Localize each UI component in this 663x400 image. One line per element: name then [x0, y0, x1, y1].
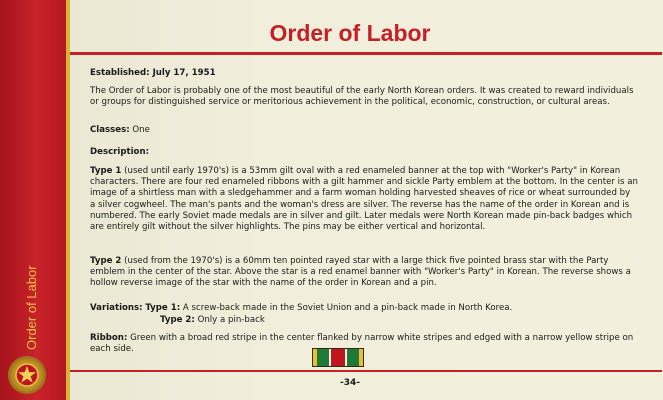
sidebar-title: Order of Labor	[24, 265, 39, 350]
classes-label: Classes:	[90, 125, 130, 135]
ribbon-label: Ribbon:	[90, 333, 128, 343]
variations-type2-text: Only a pin-back	[197, 315, 265, 325]
ribbon-stripe-green-left	[317, 349, 329, 366]
type1-label: Type 1	[90, 166, 122, 176]
type1-paragraph	[90, 166, 638, 233]
type2-paragraph	[90, 256, 638, 290]
ribbon-text: Green with a broad red stripe in the center flanked by narrow white stripes and edged with a narrow yellow stripe on each side.	[90, 333, 634, 355]
intro-paragraph: The Order of Labor is probably one of the most beautiful of the early North Korean orders. It was created to reward individuals or groups for distinguished service or meritorious achievement in the political, economic, construction, or cultural areas.	[90, 86, 634, 108]
ribbon-swatch	[312, 348, 364, 367]
page-title: Order of Labor	[269, 20, 431, 46]
star-medal-icon	[10, 358, 44, 392]
type2-text: (used from the 1970's) is a 60mm ten pointed rayed star with a large thick five pointed brass star with the Party emblem in the center of the star. Above the star is a red enamel banner with "Worker's Party" in Korean. The reverse shows a hollow reverse image of the star with the name of the order in Korean and a pin.	[90, 256, 631, 289]
sidebar-gold-edge	[66, 0, 70, 400]
variations-type1-text: A screw-back made in the Soviet Union and a pin-back made in North Korea.	[182, 303, 513, 313]
ribbon-paragraph	[90, 333, 638, 355]
footer-divider	[70, 370, 662, 372]
variations-type2-label: Type 2:	[160, 315, 195, 325]
description-heading: Description:	[90, 147, 150, 157]
variations-label: Variations:	[90, 303, 143, 313]
variations-type1-label: Type 1:	[145, 303, 181, 313]
type1-text: (used until early 1970's) is a 53mm gilt oval with a red enameled banner at the top with "Worker's Party" in Korean characters. There are four red enameled ribbons with a gilt hammer and sickle Party emblem at the bottom. In the center is an image of a shirtless man with a sledgehammer and a farm woman holding harvested sheaves of rice or wheat surrounded by a silver cogwheel. The man's pants and the woman's dress are silver. The reverse has the name of the order in Korean and is numbered. The early Soviet made medals are in silver and gilt. Later medals were North Korean made pin-back badges which are entirely gilt without the silver highlights. The pins may be either vertical and horizontal.	[90, 166, 638, 233]
established-date: Established: July 17, 1951	[90, 68, 216, 78]
type2-label: Type 2	[90, 256, 122, 266]
classes-line	[90, 125, 638, 136]
classes-value: One	[132, 125, 150, 135]
variations-type1-line	[90, 303, 638, 314]
ribbon-stripe-red	[331, 349, 345, 366]
ribbon-stripe-green-right	[347, 349, 359, 366]
ribbon-stripe-yellow-right	[359, 349, 363, 366]
title-divider	[70, 52, 662, 55]
page-number: -34-	[340, 378, 360, 388]
variations-type2-line	[160, 315, 630, 326]
